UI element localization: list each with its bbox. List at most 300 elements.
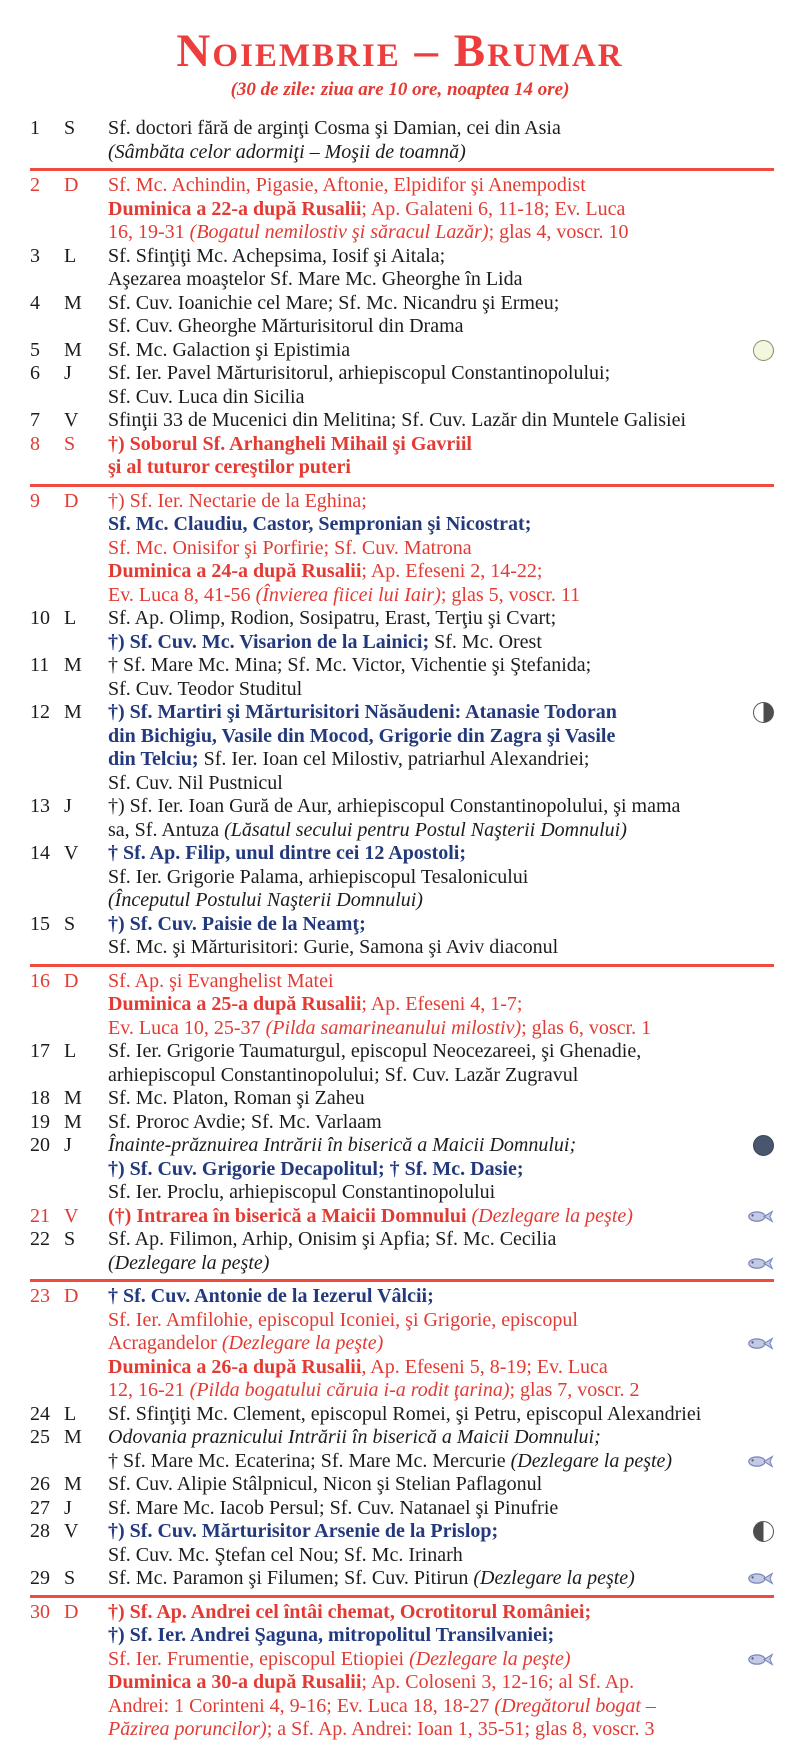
page-title: Noiembrie – Brumar — [176, 25, 624, 77]
text-segment: Sf. Cuv. Teodor Studitul — [108, 677, 303, 700]
day-of-week-letter: S — [64, 117, 76, 139]
day-of-week-letter: S — [64, 912, 76, 935]
text-segment: †) Sf. Cuv. Mărturisitor Arsenie de la Prislop; — [108, 1520, 499, 1542]
text-segment: Sf. Mc. şi Mărturisitori: Gurie, Samona şi Aviv diaconul — [108, 936, 559, 958]
day-label — [30, 842, 108, 866]
text-segment: † Sf. Cuv. Antonie de la Iezerul Vâlcii; — [108, 1285, 434, 1307]
entry-line — [108, 701, 774, 725]
day-entry — [108, 1040, 774, 1087]
text-segment: Sf. Ap. Olimp, Rodion, Sosipatru, Erast, Terţiu şi Cvart; — [108, 607, 557, 629]
sunday-separator — [30, 1279, 774, 1282]
text-segment: Înainte-prăznuirea Intrării în biserică a Maicii Domnului; — [108, 1134, 577, 1156]
day-entry — [108, 409, 774, 433]
day-label — [30, 1205, 108, 1229]
entry-text — [108, 631, 774, 655]
entry-text — [108, 1064, 774, 1088]
day-number: 18 — [30, 1087, 50, 1109]
text-segment: † Sf. Mare Mc. Mina; Sf. Mc. Victor, Vichentie şi Ştefanida; — [108, 654, 592, 676]
text-segment: Sf. Cuv. Luca din Sicilia — [108, 385, 305, 408]
text-segment: (Dezlegare la peşte) — [473, 1567, 635, 1589]
day-number: 13 — [30, 795, 50, 817]
text-segment: ; Ap. Galateni 6, 11-18; Ev. Luca — [361, 197, 626, 220]
text-segment: Sf. Ap. Filimon, Arhip, Onisim şi Apfia; Sf. Mc. Cecilia — [108, 1228, 557, 1250]
entry-line — [108, 1228, 774, 1252]
day-number: 5 — [30, 338, 40, 361]
day-label — [30, 913, 108, 937]
day-number: 16 — [30, 969, 50, 992]
entry-line — [108, 1520, 774, 1544]
day-number: 20 — [30, 1134, 50, 1156]
day-of-week-letter: M — [64, 654, 82, 676]
text-segment: (Dezlegare la peşte) — [471, 1204, 633, 1227]
text-segment: ; glas 6, voscr. 1 — [521, 1016, 652, 1039]
text-segment: Sf. Sfinţiţi Mc. Clement, episcopul Romei, şi Petru, episcopul Alexandriei — [108, 1402, 702, 1425]
entry-text — [108, 1544, 774, 1568]
entry-line — [108, 174, 774, 198]
fish-icon — [747, 1652, 774, 1667]
day-of-week-letter: M — [64, 1087, 82, 1109]
entry-text — [108, 1205, 741, 1229]
entry-line — [108, 198, 774, 222]
day-label — [30, 1040, 108, 1064]
full-moon-icon — [753, 340, 774, 361]
day-entry — [108, 913, 774, 960]
entry-line — [108, 221, 774, 245]
text-segment: Sf. Ap. şi Evanghelist Matei — [108, 969, 334, 992]
day-number: 12 — [30, 701, 50, 723]
fish-icon — [747, 1209, 774, 1224]
entry-text — [108, 936, 774, 960]
day-entry — [108, 1285, 774, 1403]
sunday-separator — [30, 1595, 774, 1598]
entry-line — [108, 889, 774, 913]
day-row-3 — [30, 245, 774, 292]
day-entry — [108, 1228, 774, 1275]
day-row-22 — [30, 1228, 774, 1275]
text-segment: Sf. Mc. Platon, Roman şi Zaheu — [108, 1087, 365, 1109]
day-entry — [108, 1473, 774, 1497]
day-of-week-letter: J — [64, 1134, 72, 1156]
day-entry — [108, 1497, 774, 1521]
day-number: 19 — [30, 1110, 50, 1133]
day-row-11 — [30, 654, 774, 701]
entry-text — [108, 268, 774, 292]
day-entry — [108, 1111, 774, 1135]
entry-text — [108, 678, 774, 702]
text-segment: †) Sf. Martiri şi Mărturisitori Năsăudeni: Atanasie Todoran — [108, 701, 617, 723]
entry-text — [108, 1158, 774, 1182]
entry-text — [108, 993, 774, 1017]
day-label — [30, 245, 108, 269]
entry-text — [108, 1252, 741, 1276]
text-segment: Sf. Cuv. Ioanichie cel Mare; Sf. Mc. Nicandru şi Ermeu; — [108, 291, 560, 314]
day-of-week-letter: D — [64, 174, 79, 196]
entry-line — [108, 913, 774, 937]
entry-text — [108, 1567, 741, 1591]
day-number: 17 — [30, 1040, 50, 1062]
entry-text — [108, 889, 774, 913]
entry-text — [108, 221, 774, 245]
entry-line — [108, 362, 774, 386]
text-segment: Duminica a 24-a după Rusalii — [108, 560, 362, 582]
day-row-26 — [30, 1473, 774, 1497]
day-number: 3 — [30, 244, 40, 267]
text-segment: †) Sf. Cuv. Mc. Visarion de la Lainici; — [108, 630, 430, 653]
day-of-week-letter: D — [64, 1285, 79, 1307]
entry-line — [108, 678, 774, 702]
entry-text — [108, 1648, 741, 1672]
day-of-week-letter: V — [64, 409, 79, 431]
day-label — [30, 339, 108, 363]
entry-line — [108, 795, 774, 819]
entry-text — [108, 339, 747, 363]
entry-text — [108, 560, 774, 584]
day-entry — [108, 1567, 774, 1591]
day-row-17 — [30, 1040, 774, 1087]
day-label — [30, 433, 108, 457]
entry-line — [108, 409, 774, 433]
entry-text — [108, 1017, 774, 1041]
entry-line — [108, 1497, 774, 1521]
entry-line — [108, 584, 774, 608]
text-segment: † Sf. Ap. Filip, unul dintre cei 12 Apostoli; — [108, 842, 467, 864]
entry-line — [108, 1624, 774, 1648]
day-row-18 — [30, 1087, 774, 1111]
entry-line — [108, 1134, 774, 1158]
entry-text — [108, 174, 774, 198]
entry-text — [108, 819, 774, 843]
entry-line — [108, 1695, 774, 1719]
day-of-week-letter: D — [64, 1600, 79, 1623]
entry-text — [108, 490, 774, 514]
day-number: 30 — [30, 1600, 50, 1623]
day-of-week-letter: L — [64, 607, 77, 629]
day-entry — [108, 970, 774, 1041]
day-entry — [108, 654, 774, 701]
text-segment: †) Sf. Ier. Nectarie de la Eghina; — [108, 489, 367, 512]
day-label — [30, 1134, 108, 1158]
day-number: 23 — [30, 1285, 50, 1307]
day-label — [30, 1601, 108, 1625]
entry-text — [108, 1403, 774, 1427]
day-label — [30, 1520, 108, 1544]
text-segment: şi al tuturor cereştilor puteri — [108, 456, 351, 478]
day-label — [30, 654, 108, 678]
text-segment: Păzirea poruncilor) — [108, 1718, 267, 1740]
day-entry — [108, 1087, 774, 1111]
day-number: 25 — [30, 1426, 50, 1448]
text-segment: (Dregătorul bogat – — [494, 1694, 656, 1717]
entry-line — [108, 1285, 774, 1309]
day-of-week-letter: L — [64, 1040, 77, 1062]
day-row-10 — [30, 607, 774, 654]
entry-line — [108, 1648, 774, 1672]
day-label — [30, 117, 108, 141]
entry-line — [108, 936, 774, 960]
entry-line — [108, 1040, 774, 1064]
day-of-week-letter: M — [64, 701, 82, 723]
day-label — [30, 1473, 108, 1497]
day-entry — [108, 490, 774, 608]
entry-line — [108, 1017, 774, 1041]
day-entry — [108, 842, 774, 913]
entry-text — [108, 1473, 774, 1497]
day-number: 1 — [30, 117, 40, 139]
text-segment: Sf. Ier. Frumentie, episcopul Etiopiei — [108, 1647, 410, 1670]
day-row-12 — [30, 701, 774, 795]
day-of-week-letter: S — [64, 1567, 76, 1589]
day-row-13 — [30, 795, 774, 842]
day-of-week-letter: J — [64, 362, 72, 384]
text-segment: Acragandelor — [108, 1332, 222, 1354]
sunday-separator — [30, 168, 774, 171]
day-label — [30, 1497, 108, 1521]
day-number: 28 — [30, 1520, 50, 1542]
entry-text — [108, 513, 774, 537]
entry-text — [108, 141, 774, 165]
day-label — [30, 607, 108, 631]
entry-line — [108, 866, 774, 890]
entry-text — [108, 772, 774, 796]
day-label — [30, 795, 108, 819]
entry-text — [108, 1332, 741, 1356]
day-row-15 — [30, 913, 774, 960]
entry-line — [108, 1379, 774, 1403]
entry-text — [108, 433, 774, 457]
last-quarter-moon-icon — [753, 1521, 774, 1542]
text-segment: † Sf. Mare Mc. Ecaterina; Sf. Mare Mc. Mercurie — [108, 1449, 511, 1472]
day-of-week-letter: M — [64, 291, 82, 314]
fish-icon — [747, 1571, 774, 1586]
entry-line — [108, 631, 774, 655]
text-segment: Sf. Proroc Avdie; Sf. Mc. Varlaam — [108, 1110, 382, 1133]
entry-text — [108, 1497, 774, 1521]
text-segment: (Sâmbăta celor adormiţi – Moşii de toamnă) — [108, 140, 466, 163]
day-of-week-letter: S — [64, 1228, 76, 1250]
entry-line — [108, 842, 774, 866]
text-segment: ; glas 4, voscr. 10 — [488, 221, 629, 243]
entry-line — [108, 654, 774, 678]
text-segment: (†) Intrarea în biserică a Maicii Domnului — [108, 1204, 472, 1227]
day-entry — [108, 174, 774, 245]
text-segment: Sf. Mc. Achindin, Pigasie, Aftonie, Elpidifor şi Anempodist — [108, 174, 586, 196]
entry-text — [108, 198, 774, 222]
day-row-25 — [30, 1426, 774, 1473]
text-segment: (Bogatul nemilostiv şi săracul Lazăr) — [189, 221, 489, 243]
day-of-week-letter: V — [64, 1204, 79, 1227]
day-row-4 — [30, 292, 774, 339]
entry-text — [108, 1379, 774, 1403]
entry-text — [108, 842, 774, 866]
text-segment: †) Sf. Ier. Ioan Gură de Aur, arhiepiscopul Constantinopolului, şi mama — [108, 795, 681, 817]
text-segment: sa, Sf. Antuza — [108, 818, 225, 841]
entry-text — [108, 1450, 741, 1474]
day-number: 4 — [30, 291, 40, 314]
text-segment: †) Sf. Cuv. Paisie de la Neamţ; — [108, 912, 366, 935]
entry-text — [108, 913, 774, 937]
entry-line — [108, 1252, 774, 1276]
day-of-week-letter: D — [64, 969, 79, 992]
text-segment: ; a Sf. Ap. Andrei: Ioan 1, 35-51; glas 8, voscr. 3 — [266, 1718, 655, 1740]
entry-line — [108, 245, 774, 269]
sunday-separator — [30, 964, 774, 967]
day-label — [30, 1403, 108, 1427]
text-segment: ; Ap. Coloseni 3, 12-16; al Sf. Ap. — [361, 1671, 635, 1693]
text-segment: Ev. Luca 10, 25-37 — [108, 1016, 266, 1039]
text-segment: Ev. Luca 8, 41-56 — [108, 583, 256, 606]
day-number: 6 — [30, 362, 40, 384]
entry-text — [108, 1181, 774, 1205]
text-segment: Sf. Cuv. Nil Pustnicul — [108, 771, 283, 794]
day-row-2 — [30, 174, 774, 245]
new-moon-icon — [753, 1135, 774, 1156]
day-of-week-letter: M — [64, 338, 82, 361]
day-entry — [108, 1520, 774, 1567]
day-row-29 — [30, 1567, 774, 1591]
day-label — [30, 174, 108, 198]
text-segment: Duminica a 25-a după Rusalii — [108, 993, 362, 1015]
day-number: 26 — [30, 1473, 50, 1495]
text-segment: Sf. Mc. Onisifor şi Porfirie; Sf. Cuv. Matrona — [108, 536, 472, 559]
text-segment: Sf. Cuv. Mc. Ştefan cel Nou; Sf. Mc. Irinarh — [108, 1543, 463, 1566]
day-label — [30, 1087, 108, 1111]
text-segment: ; glas 7, voscr. 2 — [509, 1379, 640, 1401]
entry-line — [108, 1601, 774, 1625]
day-entry — [108, 433, 774, 480]
entry-text — [108, 456, 774, 480]
entry-line — [108, 1111, 774, 1135]
entry-text — [108, 584, 774, 608]
entry-line — [108, 1544, 774, 1568]
day-row-23 — [30, 1285, 774, 1403]
day-of-week-letter: L — [64, 1402, 77, 1425]
day-number: 24 — [30, 1402, 50, 1425]
entry-text — [108, 117, 774, 141]
entry-text — [108, 1040, 774, 1064]
first-quarter-moon-icon — [753, 702, 774, 723]
text-segment: (Dezlegare la peşte) — [221, 1332, 384, 1354]
day-entry — [108, 245, 774, 292]
text-segment: †) Sf. Ap. Andrei cel întâi chemat, Ocrotitorul României; — [108, 1600, 592, 1623]
day-number: 21 — [30, 1204, 50, 1227]
entry-text — [108, 795, 774, 819]
sunday-separator — [30, 484, 774, 487]
entry-line — [108, 1450, 774, 1474]
page-subtitle: (30 de zile: ziua are 10 ore, noaptea 14 ore) — [230, 79, 570, 100]
entry-line — [108, 970, 774, 994]
text-segment: 16, 19-31 — [108, 221, 190, 243]
text-segment: Duminica a 22-a după Rusalii — [108, 197, 362, 220]
day-number: 27 — [30, 1496, 50, 1519]
entry-line — [108, 513, 774, 537]
day-entry — [108, 117, 774, 164]
entry-text — [108, 409, 774, 433]
day-entry — [108, 1403, 774, 1427]
entry-line — [108, 1718, 774, 1742]
day-row-21 — [30, 1205, 774, 1229]
entry-text — [108, 970, 774, 994]
day-of-week-letter: D — [64, 489, 79, 512]
day-row-20 — [30, 1134, 774, 1205]
entry-text — [108, 362, 774, 386]
entry-text — [108, 386, 774, 410]
day-row-27 — [30, 1497, 774, 1521]
text-segment: (Pilda bogatului căruia i-a rodit ţarina) — [189, 1379, 510, 1401]
day-label — [30, 970, 108, 994]
text-segment: Sf. Mc. Galaction şi Epistimia — [108, 338, 351, 361]
day-number: 22 — [30, 1228, 50, 1250]
text-segment: (Dezlegare la peşte) — [510, 1449, 673, 1472]
entry-text — [108, 866, 774, 890]
text-segment: Sf. Sfinţiţi Mc. Achepsima, Iosif şi Aitala; — [108, 244, 446, 267]
text-segment: din Telciu; — [108, 748, 199, 770]
text-segment: Sf. Mc. Paramon şi Filumen; Sf. Cuv. Pitirun — [108, 1567, 474, 1589]
text-segment: Sf. Mc. Claudiu, Castor, Sempronian şi Nicostrat; — [108, 513, 532, 535]
entry-text — [108, 245, 774, 269]
day-label — [30, 292, 108, 316]
day-of-week-letter: M — [64, 1110, 82, 1133]
entry-line — [108, 292, 774, 316]
day-number: 15 — [30, 912, 50, 935]
day-of-week-letter: V — [64, 842, 79, 864]
entry-text — [108, 1228, 774, 1252]
day-of-week-letter: M — [64, 1473, 82, 1495]
day-row-16 — [30, 970, 774, 1041]
day-of-week-letter: J — [64, 795, 72, 817]
day-of-week-letter: J — [64, 1496, 72, 1519]
entry-line — [108, 1332, 774, 1356]
text-segment: Sf. Mare Mc. Iacob Persul; Sf. Cuv. Natanael şi Pinufrie — [108, 1496, 559, 1519]
entry-text — [108, 1356, 774, 1380]
entry-text — [108, 1111, 774, 1135]
text-segment: †) Soborul Sf. Arhangheli Mihail şi Gavriil — [108, 432, 472, 455]
entry-text — [108, 1695, 774, 1719]
day-of-week-letter: M — [64, 1426, 82, 1448]
text-segment: Aşezarea moaştelor Sf. Mare Mc. Gheorghe în Lida — [108, 268, 523, 290]
day-entry — [108, 1205, 774, 1229]
fish-icon — [747, 1454, 774, 1469]
entry-text — [108, 654, 774, 678]
text-segment: Sf. Ier. Grigorie Palama, arhiepiscopul Tesalonicului — [108, 865, 529, 888]
day-row-9 — [30, 490, 774, 608]
entry-line — [108, 725, 774, 749]
entry-text — [108, 1718, 774, 1742]
entry-line — [108, 748, 774, 772]
day-entry — [108, 292, 774, 339]
day-entry — [108, 339, 774, 363]
entry-text — [108, 315, 774, 339]
day-number: 8 — [30, 432, 40, 455]
text-segment: Sf. Ier. Amfilohie, episcopul Iconiei, şi Grigorie, episcopul — [108, 1308, 578, 1331]
text-segment: Sf. Ier. Pavel Mărturisitorul, arhiepiscopul Constantinopolului; — [108, 362, 611, 384]
entry-line — [108, 772, 774, 796]
day-of-week-letter: S — [64, 432, 76, 455]
day-entry — [108, 795, 774, 842]
entry-line — [108, 141, 774, 165]
entry-line — [108, 1567, 774, 1591]
entry-line — [108, 1158, 774, 1182]
day-number: 14 — [30, 842, 50, 864]
entry-text — [108, 1601, 774, 1625]
day-number: 9 — [30, 489, 40, 512]
day-number: 7 — [30, 409, 40, 431]
text-segment: Sf. Mc. Orest — [429, 630, 542, 653]
day-entry — [108, 607, 774, 654]
entry-text — [108, 1671, 774, 1695]
entry-line — [108, 456, 774, 480]
day-row-8 — [30, 433, 774, 480]
text-segment: †) Sf. Ier. Andrei Şaguna, mitropolitul Transilvaniei; — [108, 1624, 555, 1646]
